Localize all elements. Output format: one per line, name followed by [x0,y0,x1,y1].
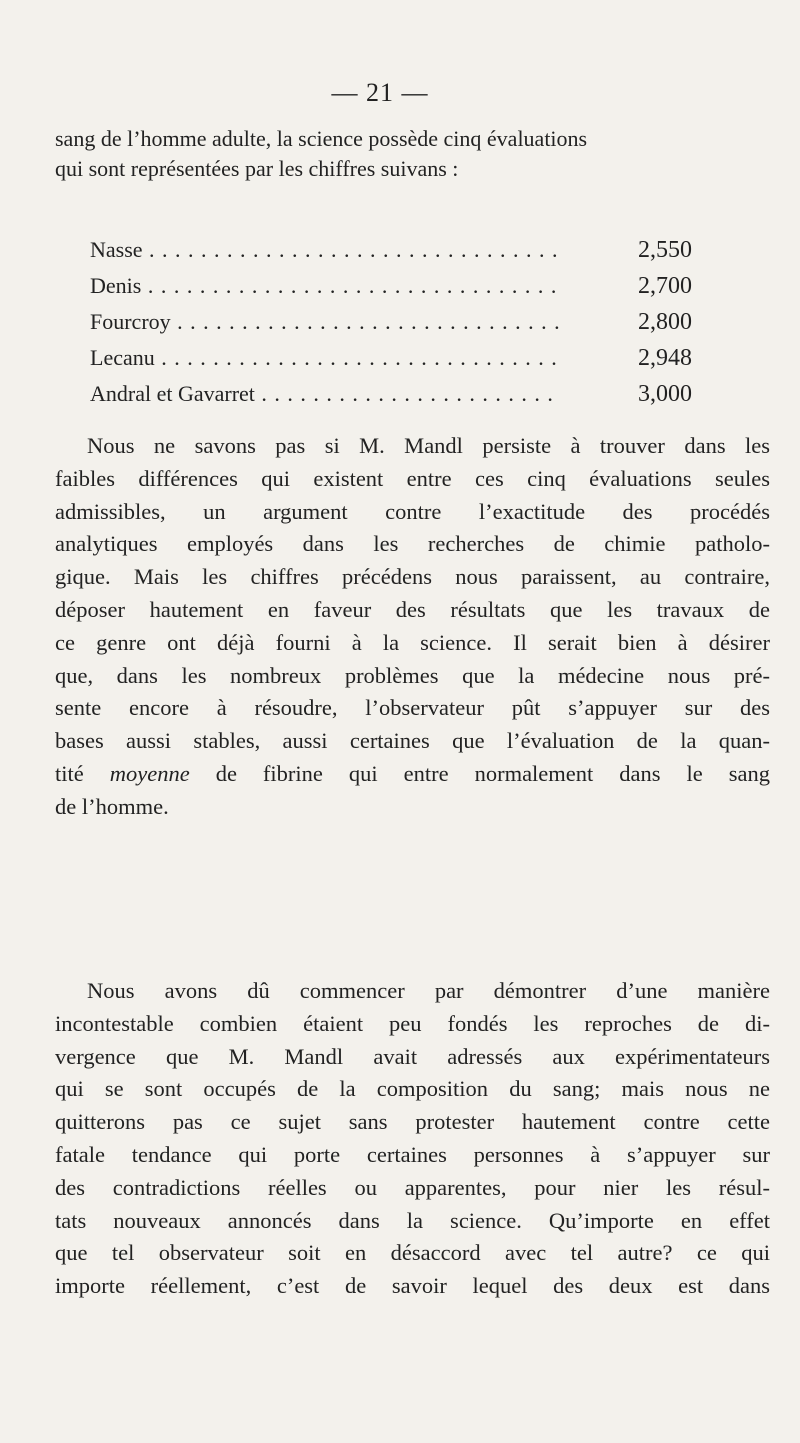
evaluations-table [90,232,700,412]
paragraph-line: vergence que M. Mandl avait adressés aux expérimentateurs [55,1043,770,1069]
intro-text [55,124,755,184]
intro-line: qui sont représentées par les chiffres suivans : [55,156,459,181]
paragraph-line: incontestable combien étaient peu fondés les reproches de di- [55,1010,770,1036]
evaluator-name: Fourcroy . . . [90,304,560,340]
paragraph-line: sente encore à résoudre, l’observateur pût s’appuyer sur des [55,695,770,721]
table-row [90,340,700,376]
paragraph-line: que tel observateur soit en désaccord avec tel autre? ce qui [55,1240,770,1266]
paragraph-2 [55,975,770,1303]
paragraph-line: déposer hautement en faveur des résultats que les travaux de [55,596,770,622]
evaluation-value: 2,948 [638,345,692,371]
table-row [90,376,700,412]
paragraph-line: analytiques employés dans les recherches de chimie patholo- [55,531,770,557]
evaluation-value: 2,800 [638,309,692,335]
paragraph-line: que, dans les nombreux problèmes que la médecine nous pré- [55,662,770,688]
line-text: de fibrine qui entre normalement dans le sang [189,760,770,786]
evaluator-name: Andral et Gavarret . . . [90,376,560,412]
evaluator-name: Lecanu . . . [90,340,560,376]
intro-line: sang de l’homme adulte, la science possède cinq évaluations [55,126,588,151]
paragraph-line: de l’homme. [55,793,169,819]
paragraph-line [55,758,770,791]
evaluation-value: 2,700 [638,273,692,299]
paragraph-line: fatale tendance qui porte certaines personnes à s’appuyer sur [55,1141,770,1167]
evaluation-value: 3,000 [638,381,692,407]
paragraph-line: admissibles, un argument contre l’exactitude des procédés [55,498,770,524]
paragraph-line: quitterons pas ce sujet sans protester hautement contre cette [55,1109,770,1135]
paragraph-line: qui se sont occupés de la composition du sang; mais nous ne [55,1076,770,1102]
table-row [90,232,700,268]
paragraph-1 [55,430,770,824]
page-number: — 21 — [331,78,429,107]
paragraph-line: bases aussi stables, aussi certaines que l’évaluation de la quan- [55,728,770,754]
italic-word: moyenne [109,760,190,786]
paragraph-line: importe réellement, c’est de savoir lequel des deux est dans [55,1273,770,1299]
evaluator-name: Denis . . . [90,268,560,304]
line-text: tité [55,760,110,786]
evaluation-value: 2,550 [638,237,692,263]
paragraph-line: gique. Mais les chiffres précédens nous paraissent, au contraire, [55,564,770,590]
paragraph-line: ce genre ont déjà fourni à la science. Il serait bien à désirer [55,629,770,655]
paragraph-line: des contradictions réelles ou apparentes, pour nier les résul- [55,1174,770,1200]
paragraph-line: Nous avons dû commencer par démontrer d’une manière [87,978,770,1003]
table-row [90,304,700,340]
paragraph-line: faibles différences qui existent entre ces cinq évaluations seules [55,465,770,491]
paragraph-line: tats nouveaux annoncés dans la science. Qu’importe en effet [55,1207,770,1233]
evaluator-name: Nasse . . . [90,232,560,268]
paragraph-line: Nous ne savons pas si M. Mandl persiste à trouver dans les [87,433,770,458]
table-row [90,268,700,304]
